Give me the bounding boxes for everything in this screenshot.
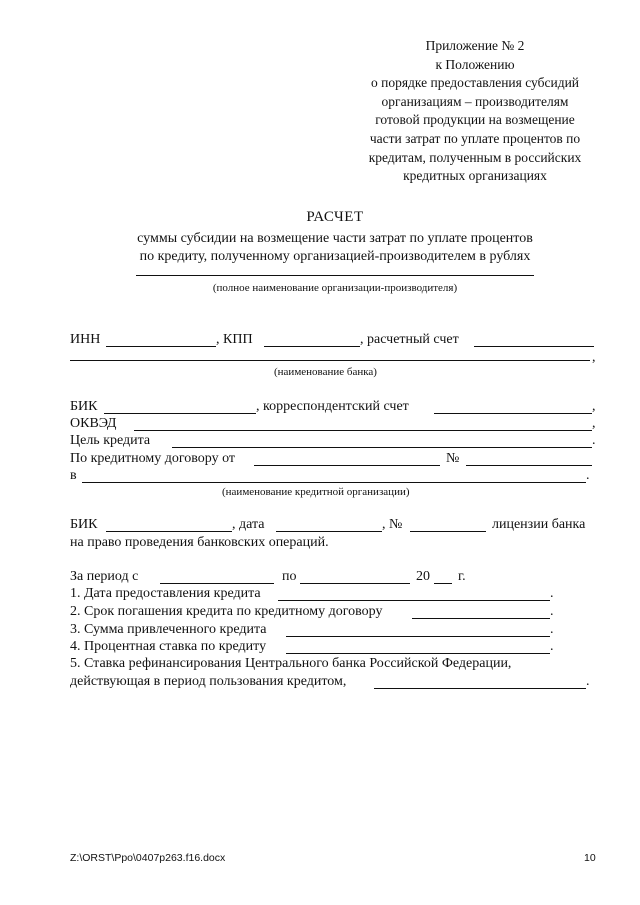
item-2-field[interactable] (412, 618, 550, 619)
credit-org-note: (наименование кредитной организации) (222, 486, 410, 498)
kpp-field[interactable] (264, 346, 360, 347)
annex-line: Приложение № 2 (425, 38, 525, 53)
in-label: в (70, 468, 77, 483)
contract-label: По кредитному договору от (70, 451, 236, 466)
footer-file-path: Z:\ORST\Ppo\0407p263.f16.docx (70, 852, 226, 864)
bik-label: БИК (70, 399, 98, 414)
contract-date-field[interactable] (254, 465, 440, 466)
comma-mark: , (592, 399, 596, 414)
license-date-label: , дата (232, 517, 265, 532)
annex-line: кредитных организациях (403, 168, 547, 184)
contract-number-field[interactable] (466, 465, 592, 466)
inn-label: ИНН (70, 332, 101, 347)
period-to-label: по (282, 569, 297, 584)
period-mark: . (586, 468, 590, 483)
license-bik-label: БИК (70, 517, 98, 532)
org-name-field[interactable] (136, 275, 534, 276)
item-2-label: 2. Срок погашения кредита по кредитному договору (70, 604, 383, 619)
okved-field[interactable] (134, 430, 592, 431)
okved-label: ОКВЭД (70, 416, 117, 431)
bank-name-field[interactable] (70, 360, 590, 361)
corr-account-label: , корреспондентский счет (256, 399, 409, 414)
kpp-label: , КПП (216, 332, 253, 347)
contract-number-label: № (446, 451, 460, 466)
period-mark: . (550, 639, 554, 654)
item-4-label: 4. Процентная ставка по кредиту (70, 639, 267, 654)
annex-line: кредитам, полученным в российских (368, 149, 582, 165)
license-number-field[interactable] (410, 531, 486, 532)
annex-heading (330, 37, 620, 186)
item-5-field[interactable] (374, 688, 586, 689)
item-4-field[interactable] (286, 653, 550, 654)
license-line-2: на право проведения банковских операций. (70, 535, 329, 550)
period-mark: . (586, 674, 590, 689)
footer-page-number: 10 (584, 852, 596, 864)
annex-line: части затрат по уплате процентов по (369, 130, 581, 146)
goal-field[interactable] (172, 447, 592, 448)
subtitle-line-1: суммы субсидии на возмещение части затрат по уплате процентов (137, 231, 533, 246)
subtitle-line-2: по кредиту, полученному организацией-производителем в рублях (139, 249, 531, 264)
annex-line: к Положению (435, 56, 515, 72)
period-mark: . (550, 622, 554, 637)
annex-line: о порядке предоставления субсидий (370, 75, 580, 91)
period-year-label: 20 (416, 569, 430, 584)
comma-mark: , (592, 350, 596, 365)
license-number-label: , № (382, 517, 403, 532)
corr-account-field[interactable] (434, 413, 592, 414)
inn-field[interactable] (106, 346, 216, 347)
account-label: , расчетный счет (360, 332, 459, 347)
annex-line: готовой продукции на возмещение (375, 112, 575, 128)
period-mark: . (550, 604, 554, 619)
period-from-label: За период с (70, 569, 139, 584)
org-name-note: (полное наименование организации-производителя) (212, 282, 458, 294)
bank-name-note: (наименование банка) (274, 366, 377, 378)
account-field[interactable] (474, 346, 594, 347)
period-to-field[interactable] (300, 583, 410, 584)
period-mark: . (550, 586, 554, 601)
comma-mark: , (592, 416, 596, 431)
goal-label: Цель кредита (70, 433, 151, 448)
annex-line: организациям – производителям (381, 93, 569, 109)
item-3-field[interactable] (286, 636, 550, 637)
license-date-field[interactable] (276, 531, 382, 532)
license-tail: лицензии банка (492, 517, 586, 532)
period-year-field[interactable] (434, 583, 452, 584)
credit-org-field[interactable] (82, 482, 586, 483)
period-from-field[interactable] (160, 583, 274, 584)
item-1-field[interactable] (278, 600, 550, 601)
item-1-label: 1. Дата предоставления кредита (70, 586, 261, 601)
item-3-label: 3. Сумма привлеченного кредита (70, 622, 267, 637)
license-bik-field[interactable] (106, 531, 232, 532)
bik-field[interactable] (104, 413, 256, 414)
item-5-line-1: 5. Ставка рефинансирования Центрального банка Российской Федерации, (70, 656, 512, 671)
item-5-line-2: действующая в период пользования кредитом, (70, 674, 347, 689)
document-title: РАСЧЕТ (306, 209, 364, 225)
period-year-suffix: г. (458, 569, 466, 584)
period-mark: . (592, 433, 596, 448)
